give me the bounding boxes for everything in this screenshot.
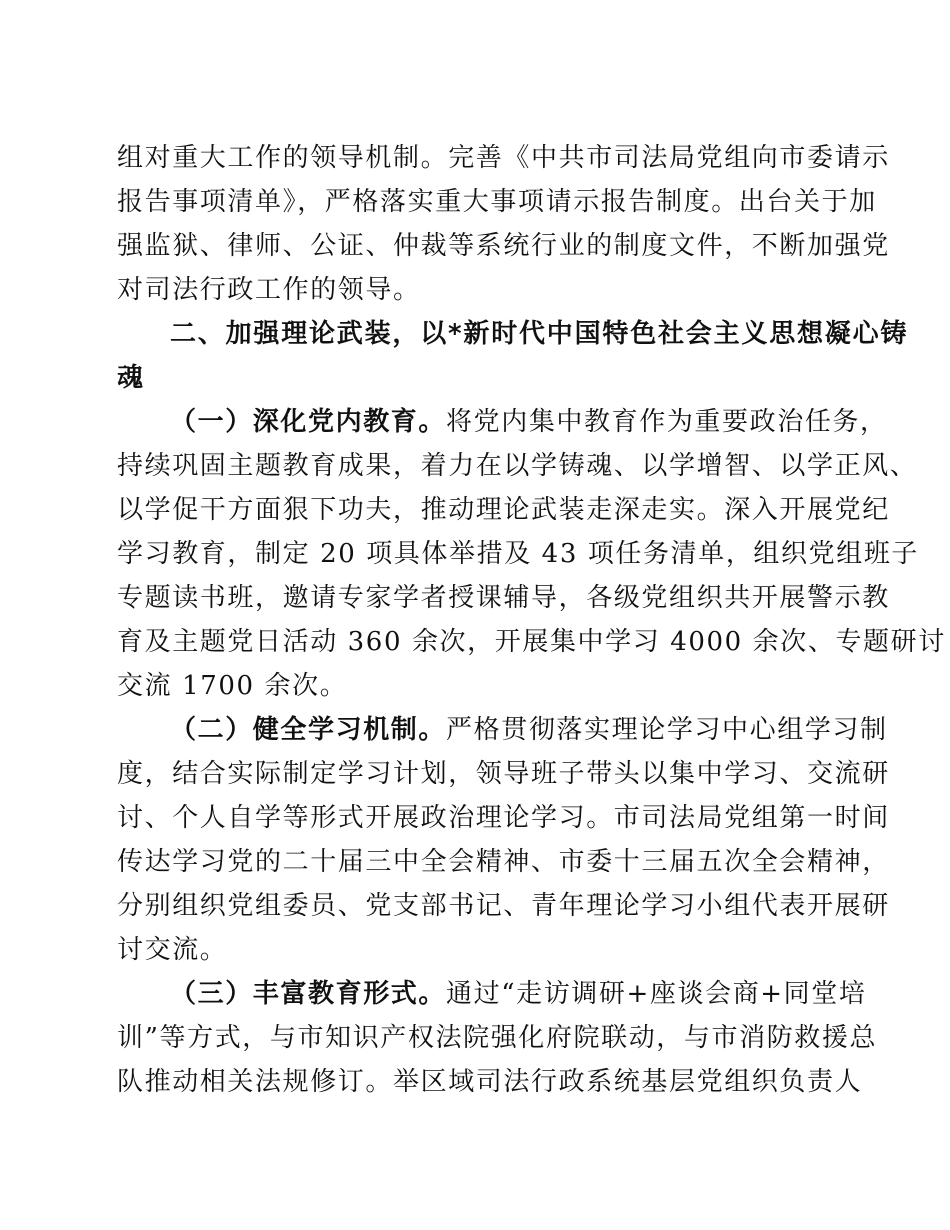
section-heading-continued: 魂: [117, 363, 145, 393]
text-line: 队推动相关法规修订。举区域司法行政系统基层党组织负责人: [117, 1067, 863, 1097]
text-line: 交流 1700 余次。: [117, 671, 348, 701]
text-line: 报告事项清单》，严格落实重大事项请示报告制度。出台关于加: [117, 187, 877, 217]
subsection-2-title: （二）健全学习机制。: [170, 715, 447, 745]
text-line: 持续巩固主题教育成果，着力在以学铸魂、以学增智、以学正风、: [117, 451, 918, 481]
text-line: 组对重大工作的领导机制。完善《中共市司法局党组向市委请示: [117, 143, 890, 173]
text-line: 学习教育，制定 20 项具体举措及 43 项任务清单，组织党组班子: [117, 539, 920, 569]
text-line: 强监狱、律师、公证、仲裁等系统行业的制度文件，不断加强党: [117, 231, 890, 261]
text-line: 以学促干方面狠下功夫，推动理论武装走深走实。深入开展党纪: [117, 495, 890, 525]
subsection-1-first-line: [170, 406, 890, 438]
subsection-3-first-line: [170, 978, 890, 1010]
subsection-1-title: （一）深化党内教育。: [170, 407, 447, 437]
text-line: 训”等方式，与市知识产权法院强化府院联动，与市消防救援总: [117, 1023, 878, 1053]
text-line: 传达学习党的二十届三中全会精神、市委十三届五次全会精神，: [117, 847, 890, 877]
subsection-2-first-line: [170, 714, 890, 746]
text-line: 度，结合实际制定学习计划，领导班子带头以集中学习、交流研: [117, 759, 890, 789]
text-line: 专题读书班，邀请专家学者授课辅导，各级党组织共开展警示教: [117, 583, 890, 613]
subsection-3-title: （三）丰富教育形式。: [170, 979, 447, 1009]
text-line: 对司法行政工作的领导。: [117, 275, 421, 305]
text-line: 严格贯彻落实理论学习中心组学习制: [446, 715, 888, 745]
text-line: 通过“走访调研+座谈会商+同堂培: [446, 979, 867, 1009]
text-line: 分别组织党组委员、党支部书记、青年理论学习小组代表开展研: [117, 891, 890, 921]
section-heading: 二、加强理论武装，以*新时代中国特色社会主义思想凝心铸: [170, 319, 909, 349]
text-line: 将党内集中教育作为重要政治任务，: [446, 407, 888, 437]
text-line: 育及主题党日活动 360 余次，开展集中学习 4000 余次、专题研讨: [117, 627, 946, 657]
text-line: 讨交流。: [117, 935, 228, 965]
text-line: 讨、个人自学等形式开展政治理论学习。市司法局党组第一时间: [117, 803, 890, 833]
